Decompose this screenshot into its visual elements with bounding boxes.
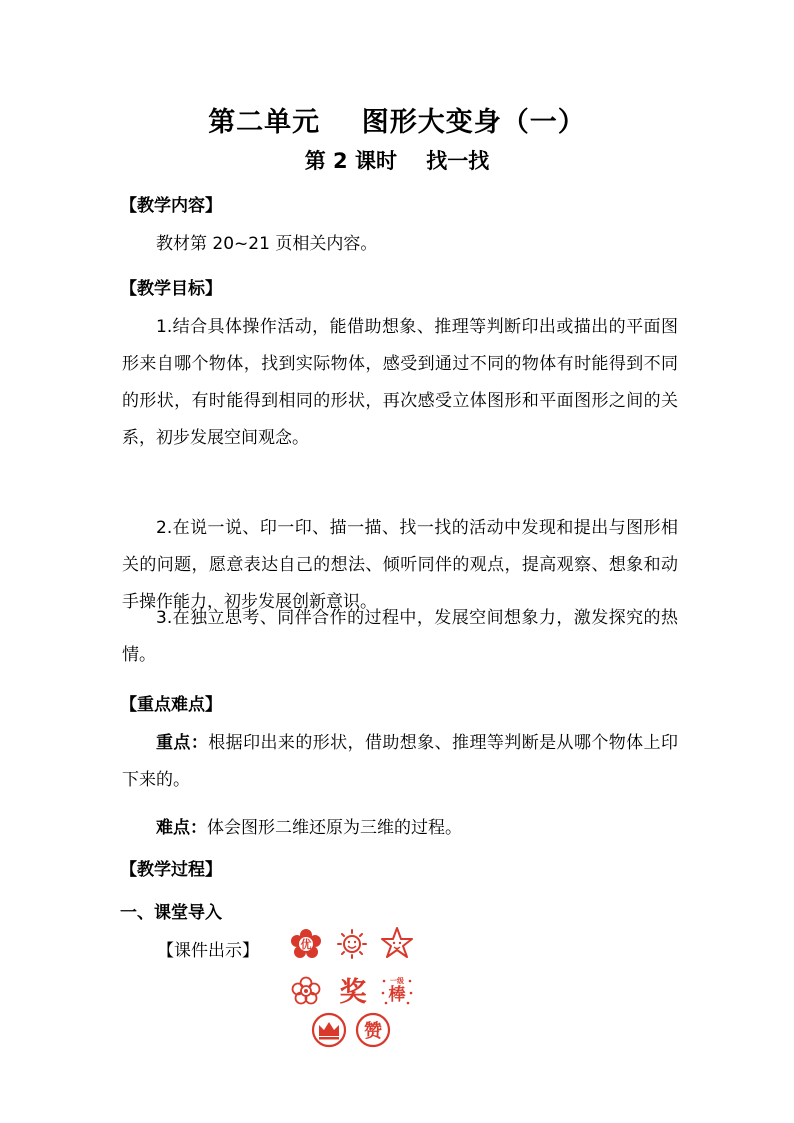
- award-stamp-text: 奖: [339, 976, 367, 1008]
- goal-item-1: 1.结合具体操作活动，能借助想象、推理等判断印出或描出的平面图形来自哪个物体，找到实际物体，感受到通过不同的物体有时能得到不同的形状，有时能得到相同的形状，再次感受立体图形和平面图形之间的关系，初步发展空间观念。: [122, 317, 678, 448]
- flower-stamp-text: 优: [300, 938, 312, 951]
- first-class-stamp-small-text: 一级: [390, 977, 404, 985]
- flower-stamp-icon: [290, 928, 322, 960]
- heading-key-points: 【重点难点】: [120, 695, 222, 715]
- page-subtitle: 第 2 课时 找一找: [304, 149, 490, 173]
- page-title: 第二单元 图形大变身（一）: [208, 107, 586, 138]
- step-classroom-intro: 一、课堂导入: [120, 903, 222, 923]
- key-point-text: 根据印出来的形状，借助想象、推理等判断是从哪个物体上印下来的。: [122, 733, 679, 790]
- difficulty-label: 难点：: [156, 818, 207, 838]
- praise-stamp-text: 赞: [364, 1021, 382, 1042]
- key-point-paragraph: [122, 725, 678, 799]
- flower-outline-stamp-icon: [290, 975, 322, 1007]
- heading-teaching-goals: 【教学目标】: [120, 279, 222, 299]
- crown-stamp-icon: [311, 1012, 347, 1048]
- sun-stamp-icon: [336, 928, 368, 960]
- key-point-label: 重点：: [156, 733, 209, 753]
- teaching-content-text: 教材第 20~21 页相关内容。: [156, 234, 378, 254]
- first-class-stamp-icon: [380, 975, 414, 1007]
- award-stamp-icon: [336, 972, 370, 1006]
- first-class-stamp-text: 棒: [388, 985, 406, 1005]
- difficulty-text: 体会图形二维还原为三维的过程。: [207, 818, 462, 838]
- goal-item-3: 3.在独立思考、同伴合作的过程中，发展空间想象力，激发探究的热情。: [122, 608, 678, 665]
- praise-stamp-icon: [355, 1012, 391, 1048]
- goal-item-2: 2.在说一说、印一印、描一描、找一找的活动中发现和提出与图形相关的问题，愿意表达自己的想法、倾听同伴的观点，提高观察、想象和动手操作能力，初步发展创新意识。: [122, 518, 678, 612]
- heading-teaching-content: 【教学内容】: [120, 196, 222, 216]
- star-stamp-icon: [380, 926, 414, 960]
- courseware-label: 【课件出示】: [157, 941, 259, 961]
- heading-teaching-process: 【教学过程】: [120, 860, 222, 880]
- difficulty-paragraph: [122, 810, 678, 847]
